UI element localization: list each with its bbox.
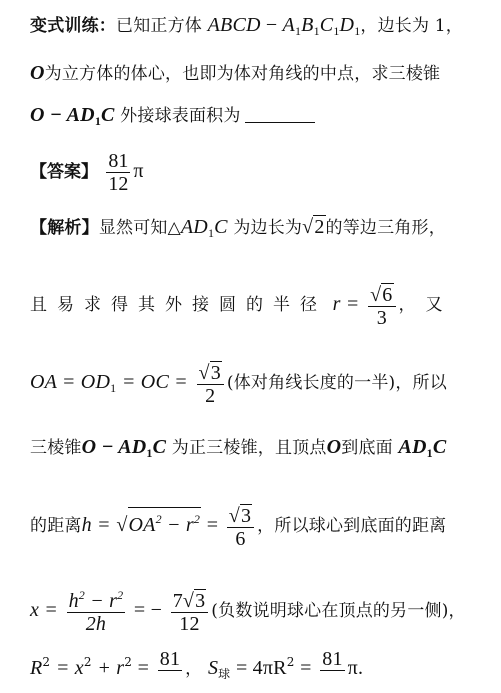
analysis-line-4: 三棱锥$O - AD_1C$ 为正三棱锥，且顶点O到底面 $AD_1C$ [30,436,447,460]
analysis-line-7: $R^2 = x^2 + r^2$ = 81 ， $S_球 = 4\pi R^2$ = 81 π. [30,648,364,681]
answer-label: 【答案】 [30,162,98,182]
analysis-line-3: OA = $OD_1$ = OC = $\frac{√3}{2}$ (体对角线长度的一半)，所以 [30,362,447,407]
analysis-line-1: 【解析】显然可知$\triangle AD_1C$ 为边长为√2的等边三角形， [30,216,446,240]
problem-line-1: 变式训练：已知正方体 ABCD − $A_1B_1C_1D_1$，边长为 1， [30,14,464,38]
analysis-label: 【解析】 [30,218,99,238]
problem-line-3: $O - AD_1C$ 外接球表面积为 [30,104,315,132]
answer-fraction: $\frac{81}{12}$ [108,150,129,195]
analysis-line-5: 的距离$h = √OA^2 - r^2$ = $\frac{√3}{6}$ ，所以球心到底面的距离 [30,505,447,550]
problem-line-2: O为立方体的体心，也即为体对角线的中点，求三棱锥 [30,62,441,84]
problem-heading: 变式训练： [30,16,116,36]
answer-line: 【答案】 $\frac{81}{12}$ π [30,150,144,195]
answer-blank [245,122,315,123]
analysis-line-6: x = $\frac{h^2 - r^2}{2h}$ = − $\frac{7√3}{12}$ (负数说明球心在顶点的另一侧)， [30,584,466,635]
analysis-line-2: 且易求得其外接圆的半径 r = $\frac{√6}{3}$ ，又 [30,284,453,329]
